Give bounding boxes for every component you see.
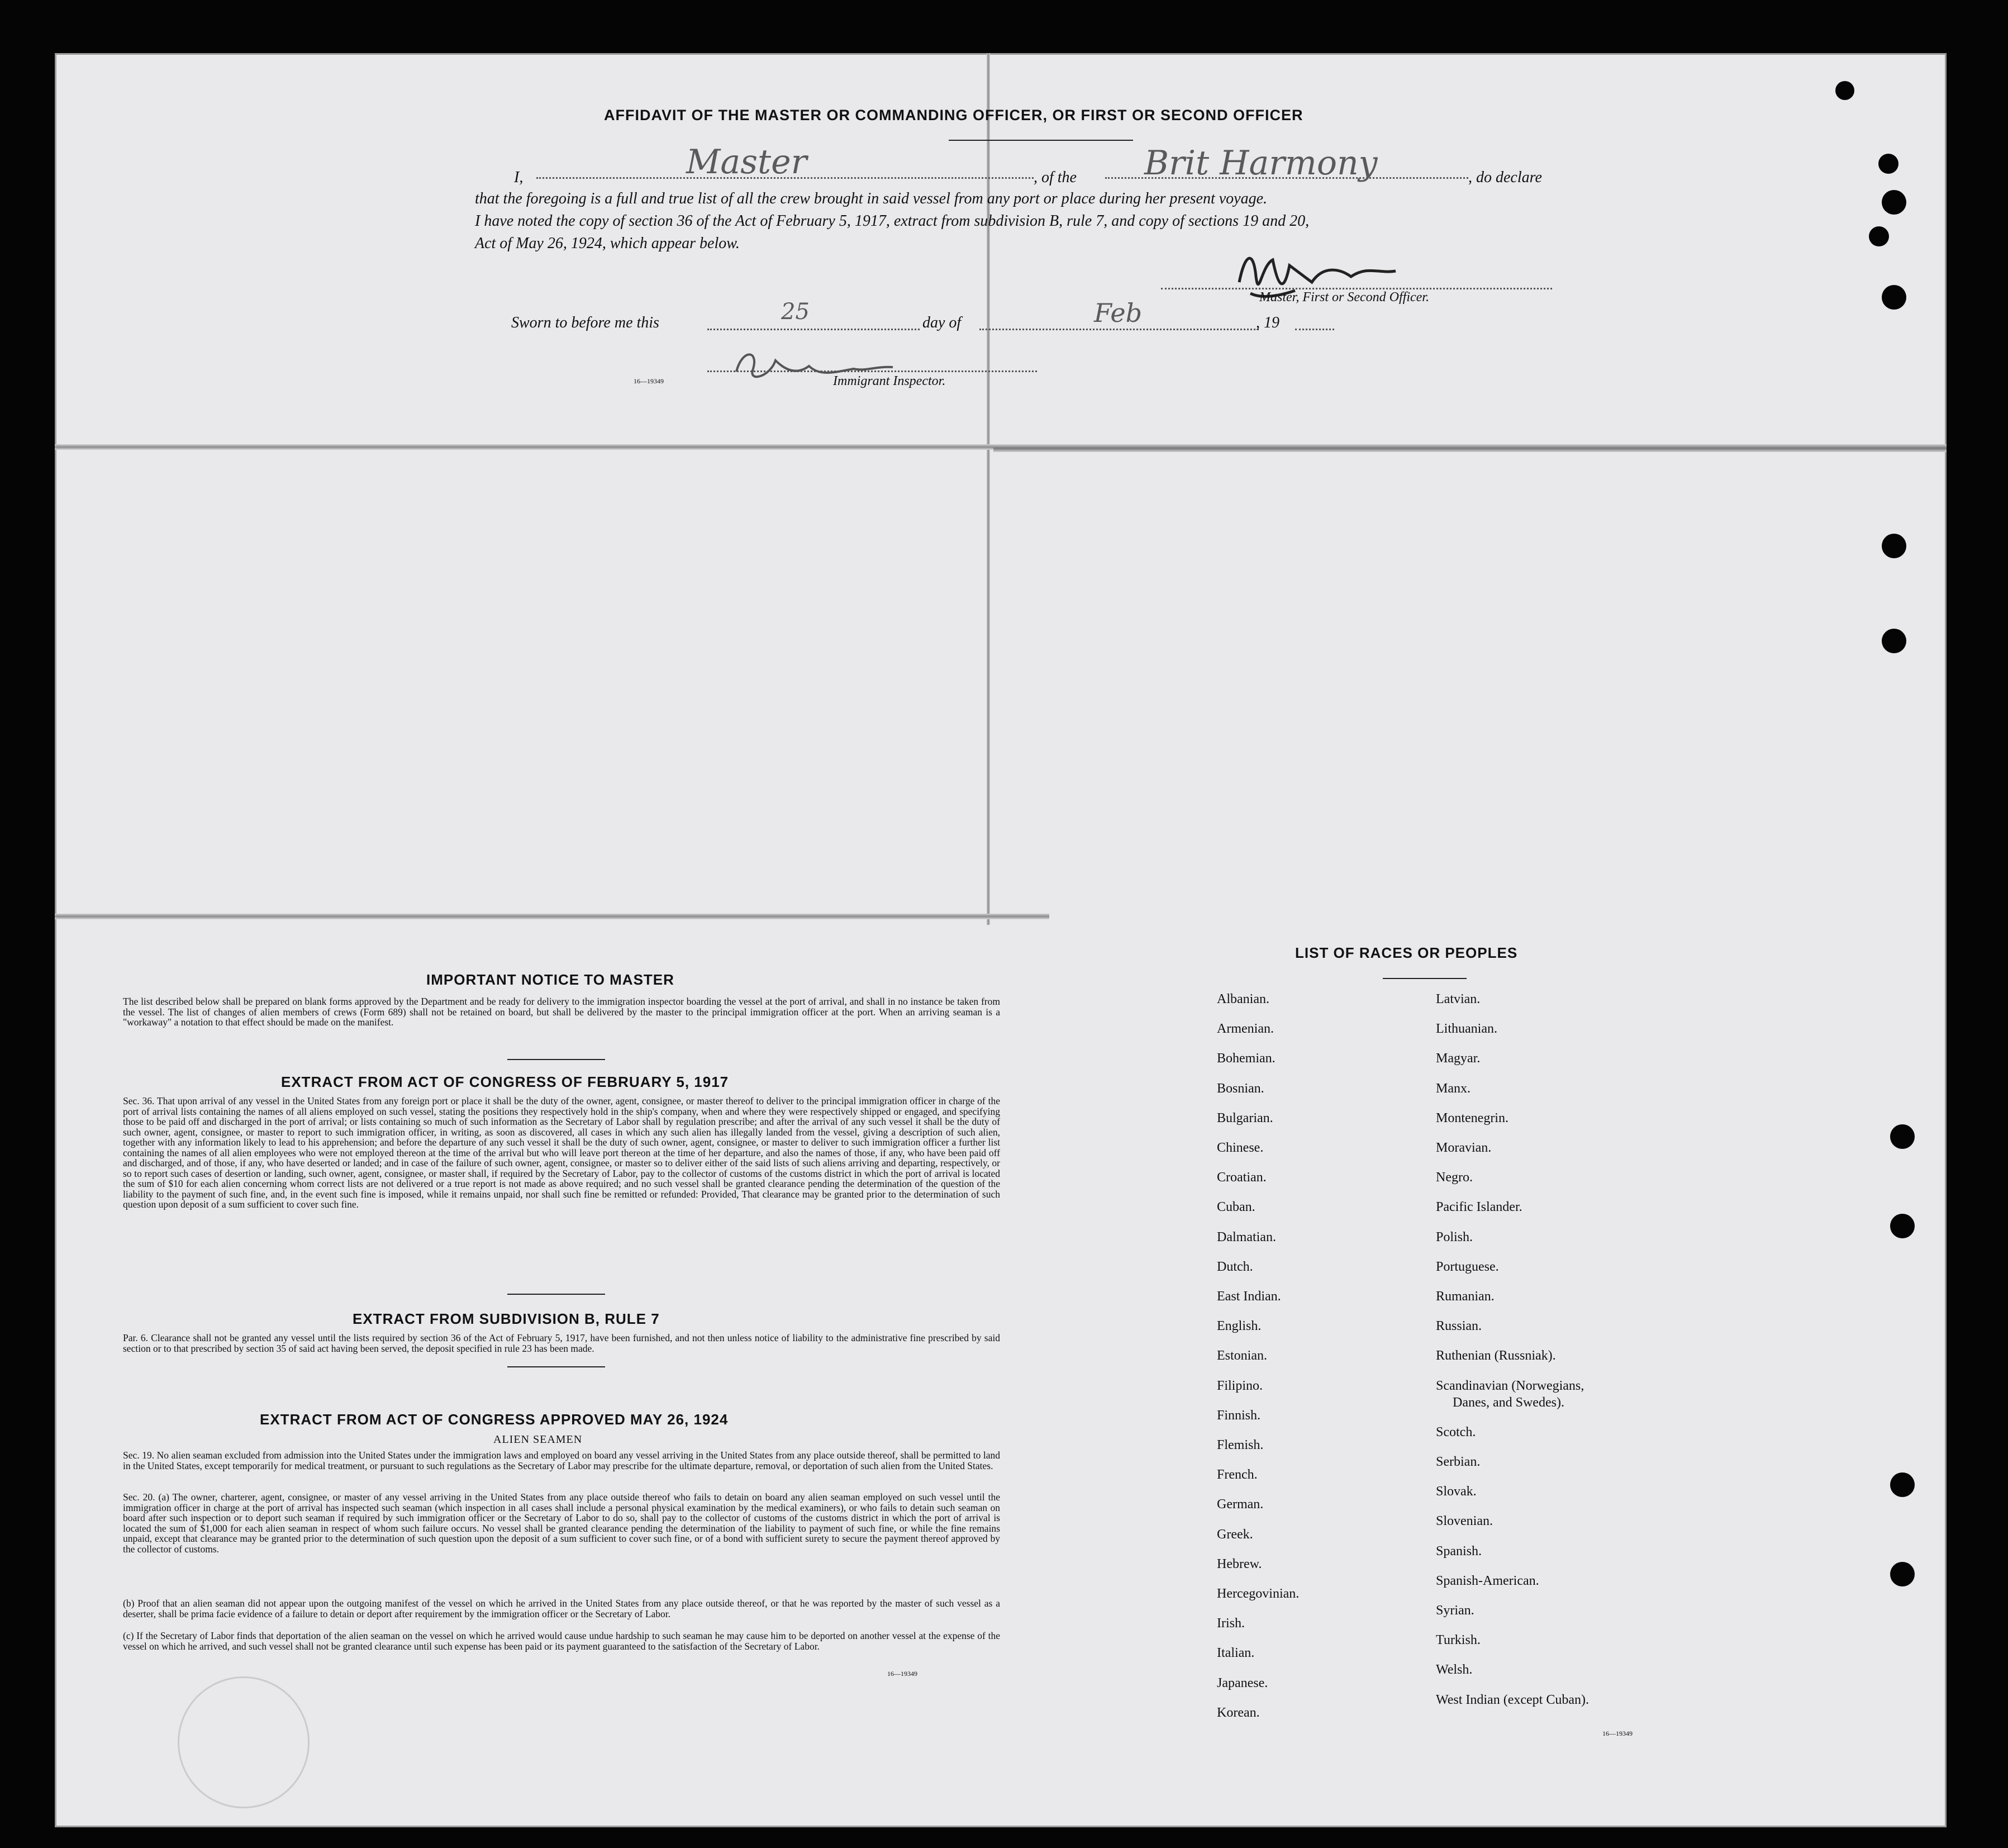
race-item: West Indian (except Cuban). (1436, 1692, 1589, 1707)
race-item: Filipino. (1217, 1378, 1263, 1393)
race-item: Moravian. (1436, 1141, 1492, 1155)
race-item: Scotch. (1436, 1424, 1476, 1440)
name-field-value: Master (686, 142, 807, 182)
extract-1924-sec20b: (b) Proof that an alien seaman did not appear upon the outgoing manifest of the vessel on which he arrived in the United States from any place outside thereof, or that he was reported by the master of such vessel as a deserter, shall be prima facie evidence of a failure to detain or deport after requirement by the immigration officer or the Secretary of Labor. (123, 1598, 1000, 1619)
race-item: French. (1217, 1467, 1258, 1483)
affidavit-pronoun: I, (514, 169, 524, 186)
signature-label: Master, First or Second Officer. (1259, 290, 1429, 305)
race-item: East Indian. (1217, 1289, 1281, 1304)
extract-1917-rule (507, 1294, 605, 1295)
races-rule (1383, 978, 1467, 979)
race-item: Syrian. (1436, 1603, 1474, 1618)
race-item: Chinese. (1217, 1141, 1264, 1155)
race-item: Negro. (1436, 1170, 1473, 1185)
race-item: Serbian. (1436, 1455, 1481, 1469)
race-item: Spanish-American. (1436, 1573, 1539, 1588)
race-item: Hebrew. (1217, 1556, 1262, 1571)
extract-1924-title: EXTRACT FROM ACT OF CONGRESS APPROVED MAY 26, 1924 (260, 1411, 729, 1428)
sworn-month-line (979, 329, 1259, 330)
race-item: English. (1217, 1319, 1262, 1334)
signature-line (1161, 288, 1552, 289)
race-item: Flemish. (1217, 1438, 1264, 1452)
notice-text: The list described below shall be prepared on blank forms approved by the Department and be ready for delivery to the immigration inspector boarding the vessel at the port of arrival, and shall in no instance be taken from the vessel. The list of changes of alien members of crews (Form 689) shall not be retained on board, but shall be delivered by the master to the principal immigration officer at the port. When an arriving seaman is a "workaway" a notation to that effect should be made on the manifest. (123, 996, 1000, 1028)
affidavit-line-4: Act of May 26, 1924, which appear below. (475, 235, 740, 252)
extract-rule7-text: Par. 6. Clearance shall not be granted any vessel until the lists required by section 36 of the Act of February 5, 1917, have been furnished, and not then unless notice of liability to the administrative fine prescribed by said section or to that prescribed by section 35 of said act having been served, the deposit specified in rule 23 has been made. (123, 1332, 1000, 1354)
race-item: Bohemian. (1217, 1051, 1276, 1066)
race-item: Armenian. (1217, 1022, 1274, 1037)
race-item: German. (1217, 1497, 1264, 1512)
race-item: Hercegovinian. (1217, 1586, 1300, 1601)
race-item: Korean. (1217, 1705, 1260, 1720)
affidavit-title: AFFIDAVIT OF THE MASTER OR COMMANDING OFFICER, OR FIRST OR SECOND OFFICER (604, 107, 1303, 123)
affidavit-line-2: that the foregoing is a full and true list of all the crew brought in said vessel from any port or place during her present voyage. (475, 190, 1268, 207)
extract-rule7-title: EXTRACT FROM SUBDIVISION B, RULE 7 (353, 1310, 660, 1327)
race-item: Ruthenian (Russniak). (1436, 1348, 1556, 1364)
races-form-number: 16—19349 (1602, 1730, 1633, 1737)
race-item: Slovak. (1436, 1484, 1477, 1499)
affidavit-line-3: I have noted the copy of section 36 of the Act of February 5, 1917, extract from subdivision B, rule 7, and copy of sections 19 and 20, (475, 212, 1310, 230)
extract-rule7-rule (507, 1366, 605, 1367)
extract-1917-title: EXTRACT FROM ACT OF CONGRESS OF FEBRUARY 5, 1917 (281, 1073, 729, 1090)
punch-hole (1890, 1124, 1915, 1149)
race-item: Turkish. (1436, 1633, 1481, 1648)
race-item: Pacific Islander. (1436, 1200, 1522, 1215)
of-the-label: , of the (1034, 169, 1077, 186)
sworn-day-line (707, 329, 920, 330)
race-item: Finnish. (1217, 1408, 1261, 1423)
fold-crease-vertical (987, 53, 990, 925)
race-item: Dutch. (1217, 1259, 1253, 1274)
punch-hole (1835, 81, 1854, 100)
race-item: Welsh. (1436, 1662, 1473, 1678)
race-item: Latvian. (1436, 992, 1481, 1006)
race-item: Portuguese. (1436, 1259, 1499, 1274)
punch-hole (1882, 285, 1906, 310)
race-item: Manx. (1436, 1081, 1471, 1096)
year-line (1295, 329, 1334, 330)
year-prefix: , 19 (1256, 314, 1279, 331)
punch-hole (1882, 190, 1906, 215)
race-item: Croatian. (1217, 1170, 1267, 1185)
race-item: Montenegrin. (1436, 1110, 1509, 1125)
extract-1917-text: Sec. 36. That upon arrival of any vessel in the United States from any foreign port or place it shall be the duty of the owner, agent, consignee, or master thereof to deliver to the principal immigration officer in charge of the port of arrival lists containing the names of all aliens employed on such vessel, stating the positions they respectively hold in the ship's company, when and where they were respectively shipped or engaged, and specifying those to be paid off and discharged in the port of arrival; or lists containing so much of such information as the Secretary of Labor shall by regulation prescribe; and after the arrival of any such vessel it shall be the duty of such owner, agent, consignee, or master to report to such immigration officer, in writing, as soon as discovered, all cases in which any such alien has illegally landed from the vessel, giving a description of such alien, together with any information likely to lead to his apprehension; and before the departure of any such vessel it shall be the duty of such owner, agent, consignee, or master to deliver to such immigration officer a further list containing the names of all alien employees who were not employed thereon at the time of the arrival but who will leave port thereon at the time of her departure, and also the names of those, if any, who have been paid off and discharged, and of those, if any, who have deserted or landed; and in case of the failure of such owner, agent, consignee, or master so to deliver either of the said lists of such aliens arriving and departing, respectively, or so to report such cases of desertion or landing, such owner, agent, consignee, or master shall, if required by the Secretary of Labor, pay to the collector of customs of the customs district in which the port of arrival is located the sum of $10 for each alien concerning whom correct lists are not delivered or a true report is not made as above required; and no such vessel shall be granted clearance pending the determination of the question of the liability to the payment of such fine, and, in the event such fine is imposed, while it remains unpaid, nor shall such fine be remitted or refunded: Provided, That clearance may be granted prior to the determination of such question upon deposit of a sum sufficient to cover such fine. (123, 1095, 1000, 1210)
title-rule (949, 140, 1133, 141)
sworn-month-value: Feb (1094, 298, 1143, 328)
sworn-prefix: Sworn to before me this (511, 314, 659, 331)
race-item: Polish. (1436, 1229, 1473, 1244)
day-of-label: day of (922, 314, 962, 331)
race-item: Bosnian. (1217, 1081, 1264, 1096)
race-item: Dalmatian. (1217, 1229, 1276, 1244)
race-item: Cuban. (1217, 1200, 1255, 1215)
race-item: Russian. (1436, 1319, 1482, 1334)
extract-1924-form-number: 16—19349 (887, 1670, 917, 1678)
do-declare-label: , do declare (1468, 169, 1542, 186)
race-item: Irish. (1217, 1616, 1245, 1631)
inspector-label: Immigrant Inspector. (833, 374, 946, 388)
race-item: Bulgarian. (1217, 1110, 1273, 1125)
affidavit-form-number: 16—19349 (634, 377, 664, 385)
punch-hole (1878, 154, 1898, 174)
race-item: Spanish. (1436, 1543, 1482, 1559)
faint-seal-stamp (178, 1676, 310, 1808)
race-item: Estonian. (1217, 1348, 1267, 1364)
notice-title: IMPORTANT NOTICE TO MASTER (426, 971, 674, 988)
race-item: Japanese. (1217, 1675, 1268, 1690)
race-item: Lithuanian. (1436, 1022, 1497, 1037)
extract-1924-subtitle: ALIEN SEAMEN (493, 1433, 583, 1446)
race-item: Albanian. (1217, 992, 1269, 1006)
fold-crease-top (55, 444, 1049, 450)
race-item: Magyar. (1436, 1051, 1481, 1066)
notice-rule (507, 1059, 605, 1060)
races-title: LIST OF RACES OR PEOPLES (1295, 944, 1518, 961)
race-item: Danes, and Swedes). (1453, 1395, 1564, 1410)
extract-1924-sec19: Sec. 19. No alien seaman excluded from admission into the United States under the immigration laws and employed on board any vessel arriving in the United States from any place outside thereof, shall be permitted to land in the United States, except temporarily for medical treatment, or pursuant to such regulations as the Secretary of Labor may prescribe for the ultimate departure, removal, or deportation of such alien from the United States. (123, 1450, 1000, 1471)
punch-hole (1882, 629, 1906, 653)
race-item: Italian. (1217, 1646, 1255, 1661)
race-item: Rumanian. (1436, 1289, 1495, 1304)
race-item: Greek. (1217, 1527, 1253, 1542)
punch-hole (1882, 534, 1906, 558)
punch-hole (1890, 1472, 1915, 1497)
extract-1924-sec20c: (c) If the Secretary of Labor finds that deportation of the alien seaman on the vessel on which he arrived would cause undue hardship to such seaman he may cause him to be deported on another vessel at the expense of the vessel on which he arrived, and such vessel shall not be granted clearance until such expense has been paid or its payment guaranteed to the satisfaction of the Secretary of Labor. (123, 1630, 1000, 1652)
document-sheet (55, 53, 1947, 1827)
fold-crease-right (993, 444, 1947, 452)
punch-hole (1869, 226, 1889, 246)
punch-hole (1890, 1214, 1915, 1238)
vessel-field-value: Brit Harmony (1144, 144, 1378, 183)
race-item: Slovenian. (1436, 1514, 1493, 1529)
fold-crease-middle (55, 914, 1049, 919)
race-item: Scandinavian (Norwegians, (1436, 1378, 1584, 1393)
inspector-line (707, 370, 1037, 372)
sworn-day-value: 25 (781, 299, 810, 325)
extract-1924-sec20a: Sec. 20. (a) The owner, charterer, agent, consignee, or master of any vessel arriving in the United States from any place outside thereof who fails to detain on board any alien seaman employed on such vessel until the immigration officer in charge at the port of arrival has inspected such seaman (which inspection in all cases shall include a personal physical examination by the medical examiners), or who fails to detain such seaman on board after such inspection or to deport such seaman if required by such immigration officer or the Secretary of Labor to do so, shall pay to the collector of customs of the customs district in which the port of arrival is located the sum of $1,000 for each alien seaman in respect of whom such failure occurs. No vessel shall be granted clearance pending the determination of the liability to payment of such fine, or while the fine remains unpaid, except that clearance may be granted prior to the determination of such question upon the deposit of a sum sufficient to cover such fine, or of a bond with sufficient surety to secure the payment thereof approved by the collector of customs. (123, 1491, 1000, 1555)
punch-hole (1890, 1562, 1915, 1586)
